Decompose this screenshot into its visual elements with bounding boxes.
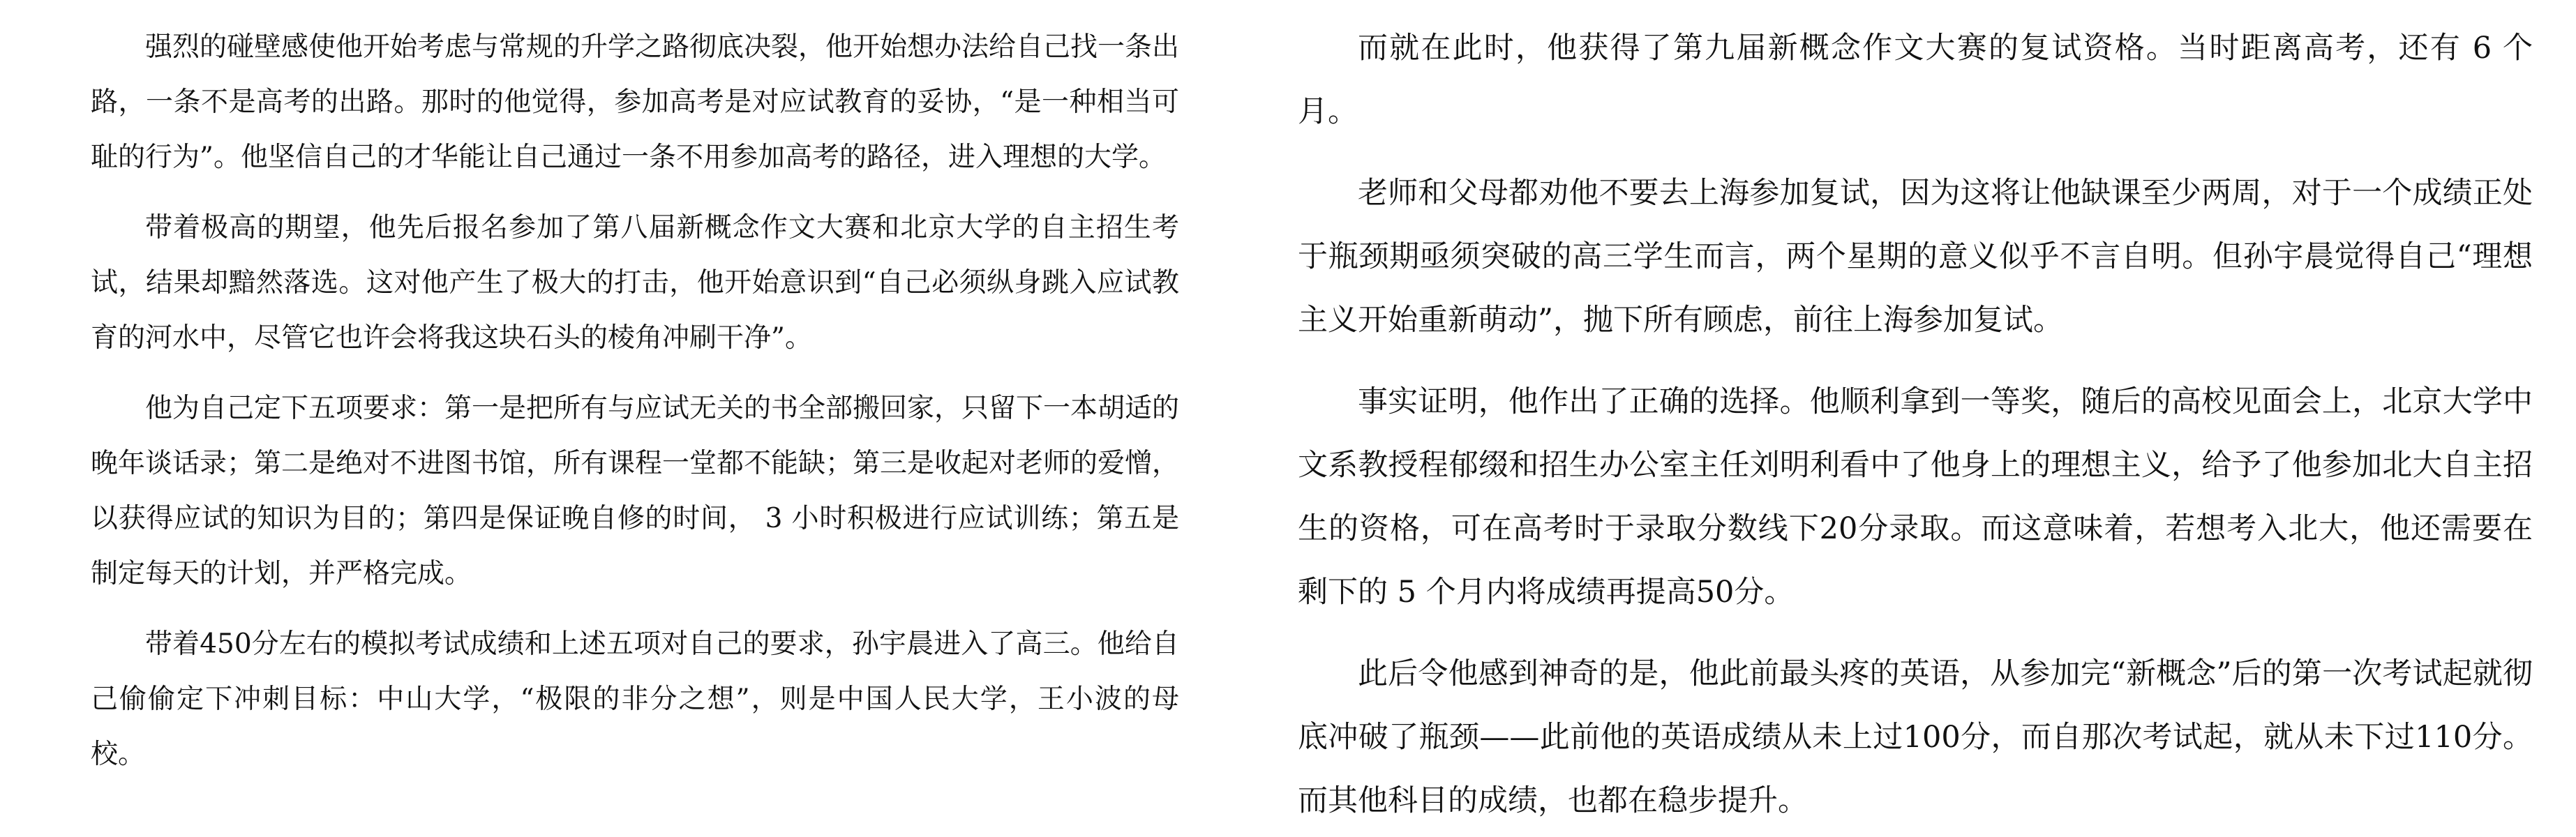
left-paragraph-2: 带着极高的期望，他先后报名参加了第八届新概念作文大赛和北京大学的自主招生考试，结果却黯然落选。这对他产生了极大的打击，他开始意识到“自己必须纵身跳入应试教育的河水中，尽管它也许会将我这块石头的棱角冲刷干净”。 [91, 212, 1179, 354]
right-paragraph-2: 老师和父母都劝他不要去上海参加复试，因为这将让他缺课至少两周，对于一个成绩正处于瓶颈期亟须突破的高三学生而言，两个星期的意义似乎不言自明。但孙宇晨觉得自己“理想主义开始重新萌动”，抛下所有顾虑，前往上海参加复试。 [1298, 176, 2533, 338]
right-paragraph-1: 而就在此时，他获得了第九届新概念作文大赛的复试资格。当时距离高考，还有 6 个月。 [1298, 31, 2533, 129]
left-paragraph-3: 他为自己定下五项要求：第一是把所有与应试无关的书全部搬回家，只留下一本胡适的晚年谈话录；第二是绝对不进图书馆，所有课程一堂都不能缺；第三是收起对老师的爱憎，以获得应试的知识为目的；第四是保证晚自修的时间， 3 小时积极进行应试训练；第五是制定每天的计划，并严格完成。 [91, 393, 1180, 589]
left-paragraph-4: 带着450分左右的模拟考试成绩和上述五项对自己的要求，孙宇晨进入了高三。他给自己偷偷定下冲刺目标：中山大学，“极限的非分之想”，则是中国人民大学，王小波的母校。 [91, 628, 1179, 770]
left-paragraph-1: 强烈的碰壁感使他开始考虑与常规的升学之路彻底决裂，他开始想办法给自己找一条出路，一条不是高考的出路。那时的他觉得，参加高考是对应试教育的妥协，“是一种相当可耻的行为”。他坚信自己的才华能让自己通过一条不用参加高考的路径，进入理想的大学。 [91, 31, 1180, 173]
right-paragraph-4: 此后令他感到神奇的是，他此前最头疼的英语，从参加完“新概念”后的第一次考试起就彻底冲破了瓶颈——此前他的英语成绩从未上过100分，而自那次考试起，就从未下过110分。而其他科目的成绩，也都在稳步提升。 [1298, 656, 2533, 818]
right-page [1298, 0, 2533, 837]
right-paragraph-3: 事实证明，他作出了正确的选择。他顺利拿到一等奖，随后的高校见面会上，北京大学中文系教授程郁缀和招生办公室主任刘明利看中了他身上的理想主义，给予了他参加北大自主招生的资格，可在高考时于录取分数线下20分录取。而这意味着，若想考入北大，他还需要在剩下的 5 个月内将成绩再提高50分。 [1298, 384, 2533, 610]
left-page [91, 0, 1179, 837]
